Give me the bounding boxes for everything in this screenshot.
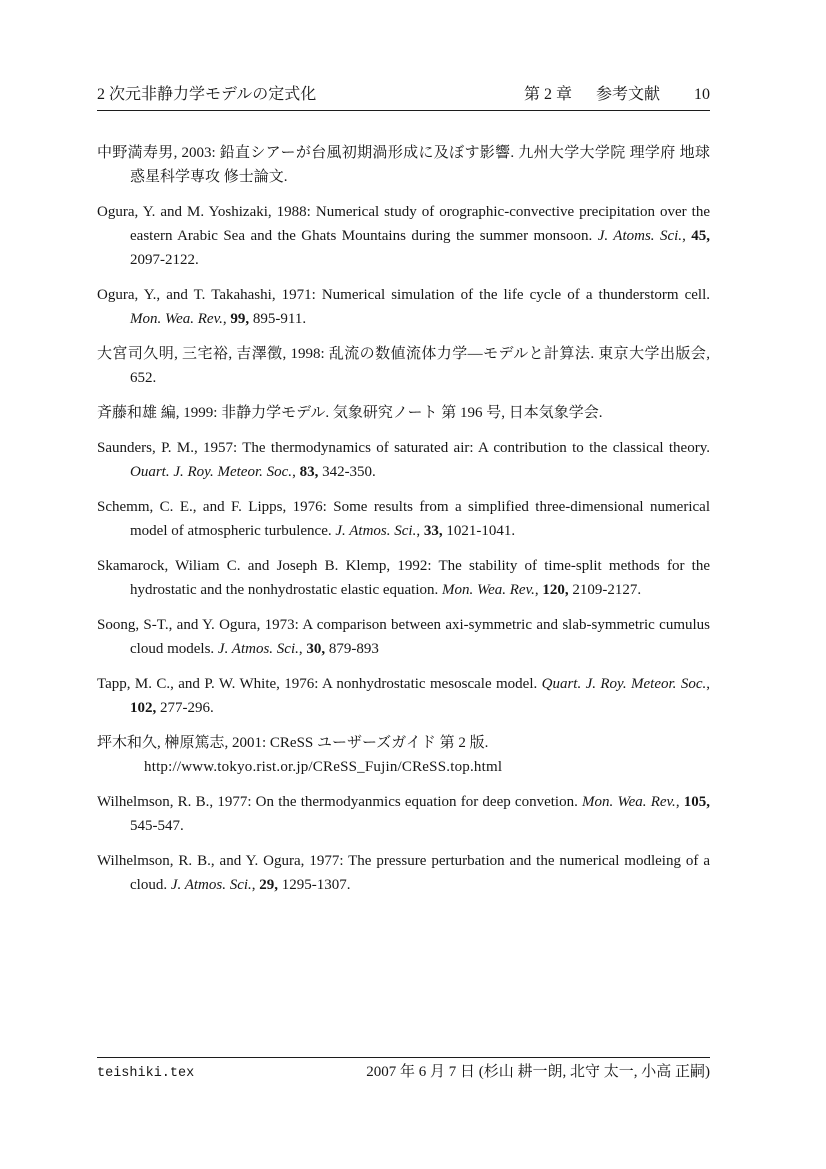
reference-text: Ogura, Y. and M. Yoshizaki, 1988: Numerical study of orographic-convective precipitation over the eastern Arabic Sea and the Ghats Mountains during the summer monsoon.	[97, 204, 710, 244]
reference-text: 大宮司久明, 三宅裕, 吉澤徴, 1998: 乱流の数値流体力学—モデルと計算法. 東京大学出版会, 652.	[97, 346, 710, 386]
page-number: 10	[694, 86, 710, 103]
reference-item	[97, 613, 710, 661]
references-list	[97, 141, 710, 908]
reference-text: 83,	[299, 464, 319, 480]
reference-text: ,	[298, 641, 307, 657]
reference-text: 斉藤和雄 編, 1999: 非静力学モデル. 気象研究ノート 第 196 号, 日本気象学会.	[97, 405, 603, 421]
chapter-label: 第 2 章	[523, 86, 572, 103]
reference-url: http://www.tokyo.rist.or.jp/CReSS_Fujin/CReSS.top.html	[144, 759, 503, 775]
footer-date-authors: 2007 年 6 月 7 日 (杉山 耕一朗, 北守 太一, 小高 正嗣)	[366, 1064, 710, 1080]
reference-item	[97, 283, 710, 331]
reference-text: ,	[534, 582, 543, 598]
reference-text: ,	[222, 311, 231, 327]
reference-text: 342-350.	[318, 464, 376, 480]
reference-item	[97, 554, 710, 602]
reference-text: 99,	[230, 311, 250, 327]
reference-item	[97, 849, 710, 897]
reference-text: 102,	[130, 700, 157, 716]
reference-text: Tapp, M. C., and P. W. White, 1976: A nonhydrostatic mesoscale model.	[97, 676, 542, 692]
page-header	[97, 84, 710, 111]
reference-text: 879-893	[325, 641, 379, 657]
reference-text: 中野満寿男, 2003: 鉛直シアーが台風初期渦形成に及ぼす影響. 九州大学大学院 理学府 地球惑星科学専攻 修士論文.	[97, 145, 710, 185]
reference-text: ,	[251, 877, 260, 893]
reference-item	[97, 141, 710, 189]
reference-text: Mon. Wea. Rev.	[582, 794, 676, 810]
reference-text: J. Atmos. Sci.	[217, 641, 299, 657]
reference-text: Saunders, P. M., 1957: The thermodynamics of saturated air: A contribution to the classical theory.	[97, 440, 710, 456]
page-footer	[97, 1057, 710, 1084]
reference-text: 545-547.	[130, 818, 184, 834]
reference-text: 45,	[691, 228, 711, 244]
reference-text: Ouart. J. Roy. Meteor. Soc.	[130, 464, 293, 480]
reference-text: Mon. Wea. Rev.	[442, 582, 535, 598]
reference-item	[97, 672, 710, 720]
reference-item	[97, 495, 710, 543]
reference-text: Ogura, Y., and T. Takahashi, 1971: Numerical simulation of the life cycle of a thunderstorm cell.	[97, 287, 710, 303]
reference-item	[97, 436, 710, 484]
reference-text: J. Atoms. Sci.	[597, 228, 683, 244]
reference-text: Wilhelmson, R. B., 1977: On the thermodyanmics equation for deep convetion.	[97, 794, 583, 810]
reference-text: J. Atmos. Sci.	[170, 877, 252, 893]
reference-text: ,	[682, 228, 692, 244]
reference-text: Mon. Wea. Rev.	[130, 311, 223, 327]
header-right-group	[524, 84, 710, 106]
reference-text: J. Atmos. Sci.	[335, 523, 417, 539]
reference-text: ,	[675, 794, 684, 810]
reference-text: 895-911.	[249, 311, 307, 327]
reference-text: 105,	[683, 794, 711, 810]
reference-item	[97, 342, 710, 390]
reference-text: 30,	[306, 641, 326, 657]
reference-text: ,	[416, 523, 424, 539]
reference-text: 2097-2122.	[130, 252, 199, 268]
reference-text: Schemm, C. E., and F. Lipps, 1976: Some results from a simplified three-dimensional numerical model of atmospheric turbulence.	[97, 499, 710, 539]
reference-text: 277-296.	[156, 700, 214, 716]
reference-text: Soong, S-T., and Y. Ogura, 1973: A comparison between axi-symmetric and slab-symmetric cumulus cloud models.	[97, 617, 710, 657]
reference-text: 120,	[542, 582, 569, 598]
reference-text: 1021-1041.	[442, 523, 516, 539]
running-title: 2 次元非静力学モデルの定式化	[97, 86, 317, 103]
reference-item	[97, 200, 710, 272]
reference-text: ,	[292, 464, 300, 480]
reference-text: ,	[706, 676, 710, 692]
reference-text: 1295-1307.	[278, 877, 351, 893]
reference-text: 坪木和久, 榊原篤志, 2001: CReSS ユーザーズガイド 第 2 版.	[97, 735, 489, 751]
reference-text: 33,	[423, 523, 443, 539]
reference-text: Skamarock, Wiliam C. and Joseph B. Klemp, 1992: The stability of time-split methods for the hydrostatic and the nonhydrostatic elastic equation.	[97, 558, 710, 598]
reference-item	[97, 731, 710, 779]
reference-text: 29,	[259, 877, 279, 893]
reference-text: Wilhelmson, R. B., and Y. Ogura, 1977: The pressure perturbation and the numerical modleing of a cloud.	[97, 853, 710, 893]
reference-text: 2109-2127.	[568, 582, 642, 598]
reference-item	[97, 790, 710, 838]
section-label: 参考文献	[595, 86, 660, 103]
footer-filename: teishiki.tex	[97, 1066, 195, 1081]
reference-text: Quart. J. Roy. Meteor. Soc.	[541, 676, 707, 692]
reference-item	[97, 401, 710, 425]
